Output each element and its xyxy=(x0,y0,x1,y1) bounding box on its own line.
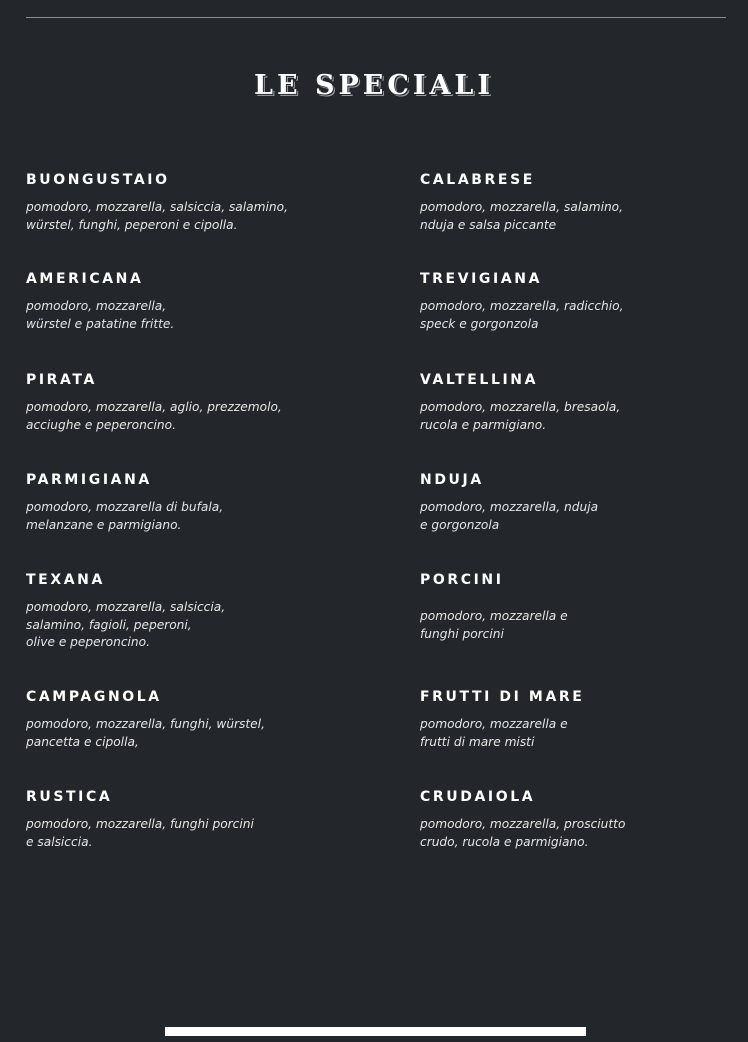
menu-item-description: pomodoro, mozzarella, salsiccia, salamino, fagioli, peperoni, olive e peperoncino. xyxy=(26,600,226,649)
menu-item-description: pomodoro, mozzarella di bufala, melanzane e parmigiano. xyxy=(26,500,224,532)
menu-item-description: pomodoro, mozzarella e frutti di mare misti xyxy=(420,717,568,749)
menu-item-name: NDUJA xyxy=(420,472,484,488)
page-title: LE SPECIALI xyxy=(253,70,495,101)
menu-item-name: FRUTTI DI MARE xyxy=(420,689,585,705)
menu-item-name: AMERICANA xyxy=(26,271,144,287)
menu-item-calabrese xyxy=(420,172,740,234)
menu-item-description: pomodoro, mozzarella, würstel e patatine fritte. xyxy=(26,299,175,331)
menu-item-nduja xyxy=(420,472,740,534)
menu-item-texana xyxy=(26,572,346,652)
menu-item-description: pomodoro, mozzarella e funghi porcini xyxy=(420,609,568,641)
menu-item-description: pomodoro, mozzarella, funghi porcini e salsiccia. xyxy=(26,817,254,849)
menu-item-buongustaio xyxy=(26,172,346,234)
menu-item-name: TEXANA xyxy=(26,572,105,588)
menu-item-name: VALTELLINA xyxy=(420,372,539,388)
menu-item-description: pomodoro, mozzarella, bresaola, rucola e parmigiano. xyxy=(420,400,621,432)
menu-item-crudaiola xyxy=(420,789,740,851)
menu-item-name: CRUDAIOLA xyxy=(420,789,536,805)
menu-item-name: BUONGUSTAIO xyxy=(26,172,170,188)
bottom-divider-bar xyxy=(165,1027,586,1036)
menu-item-parmigiana xyxy=(26,472,346,534)
menu-item-valtellina xyxy=(420,372,740,434)
menu-item-pirata xyxy=(26,372,346,434)
menu-item-porcini xyxy=(420,572,740,643)
menu-item-description: pomodoro, mozzarella, nduja e gorgonzola xyxy=(420,500,599,532)
menu-item-name: PIRATA xyxy=(26,372,97,388)
menu-item-trevigiana xyxy=(420,271,740,333)
menu-item-description: pomodoro, mozzarella, aglio, prezzemolo, acciughe e peperoncino. xyxy=(26,400,282,432)
menu-item-description: pomodoro, mozzarella, radicchio, speck e gorgonzola xyxy=(420,299,624,331)
menu-item-name: PARMIGIANA xyxy=(26,472,152,488)
menu-item-name: CALABRESE xyxy=(420,172,535,188)
menu-item-rustica xyxy=(26,789,346,851)
menu-item-description: pomodoro, mozzarella, prosciutto crudo, rucola e parmigiano. xyxy=(420,817,626,849)
menu-item-description: pomodoro, mozzarella, funghi, würstel, pancetta e cipolla, xyxy=(26,717,265,749)
menu-item-description: pomodoro, mozzarella, salsiccia, salamino, würstel, funghi, peperoni e cipolla. xyxy=(26,200,288,232)
menu-item-americana xyxy=(26,271,346,333)
menu-item-name: TREVIGIANA xyxy=(420,271,543,287)
menu-item-campagnola xyxy=(26,689,346,751)
menu-item-name: CAMPAGNOLA xyxy=(26,689,162,705)
menu-item-frutti-di-mare xyxy=(420,689,740,751)
menu-item-name: RUSTICA xyxy=(26,789,113,805)
menu-item-name: PORCINI xyxy=(420,572,504,588)
menu-item-description: pomodoro, mozzarella, salamino, nduja e salsa piccante xyxy=(420,200,624,232)
top-divider xyxy=(26,17,726,18)
